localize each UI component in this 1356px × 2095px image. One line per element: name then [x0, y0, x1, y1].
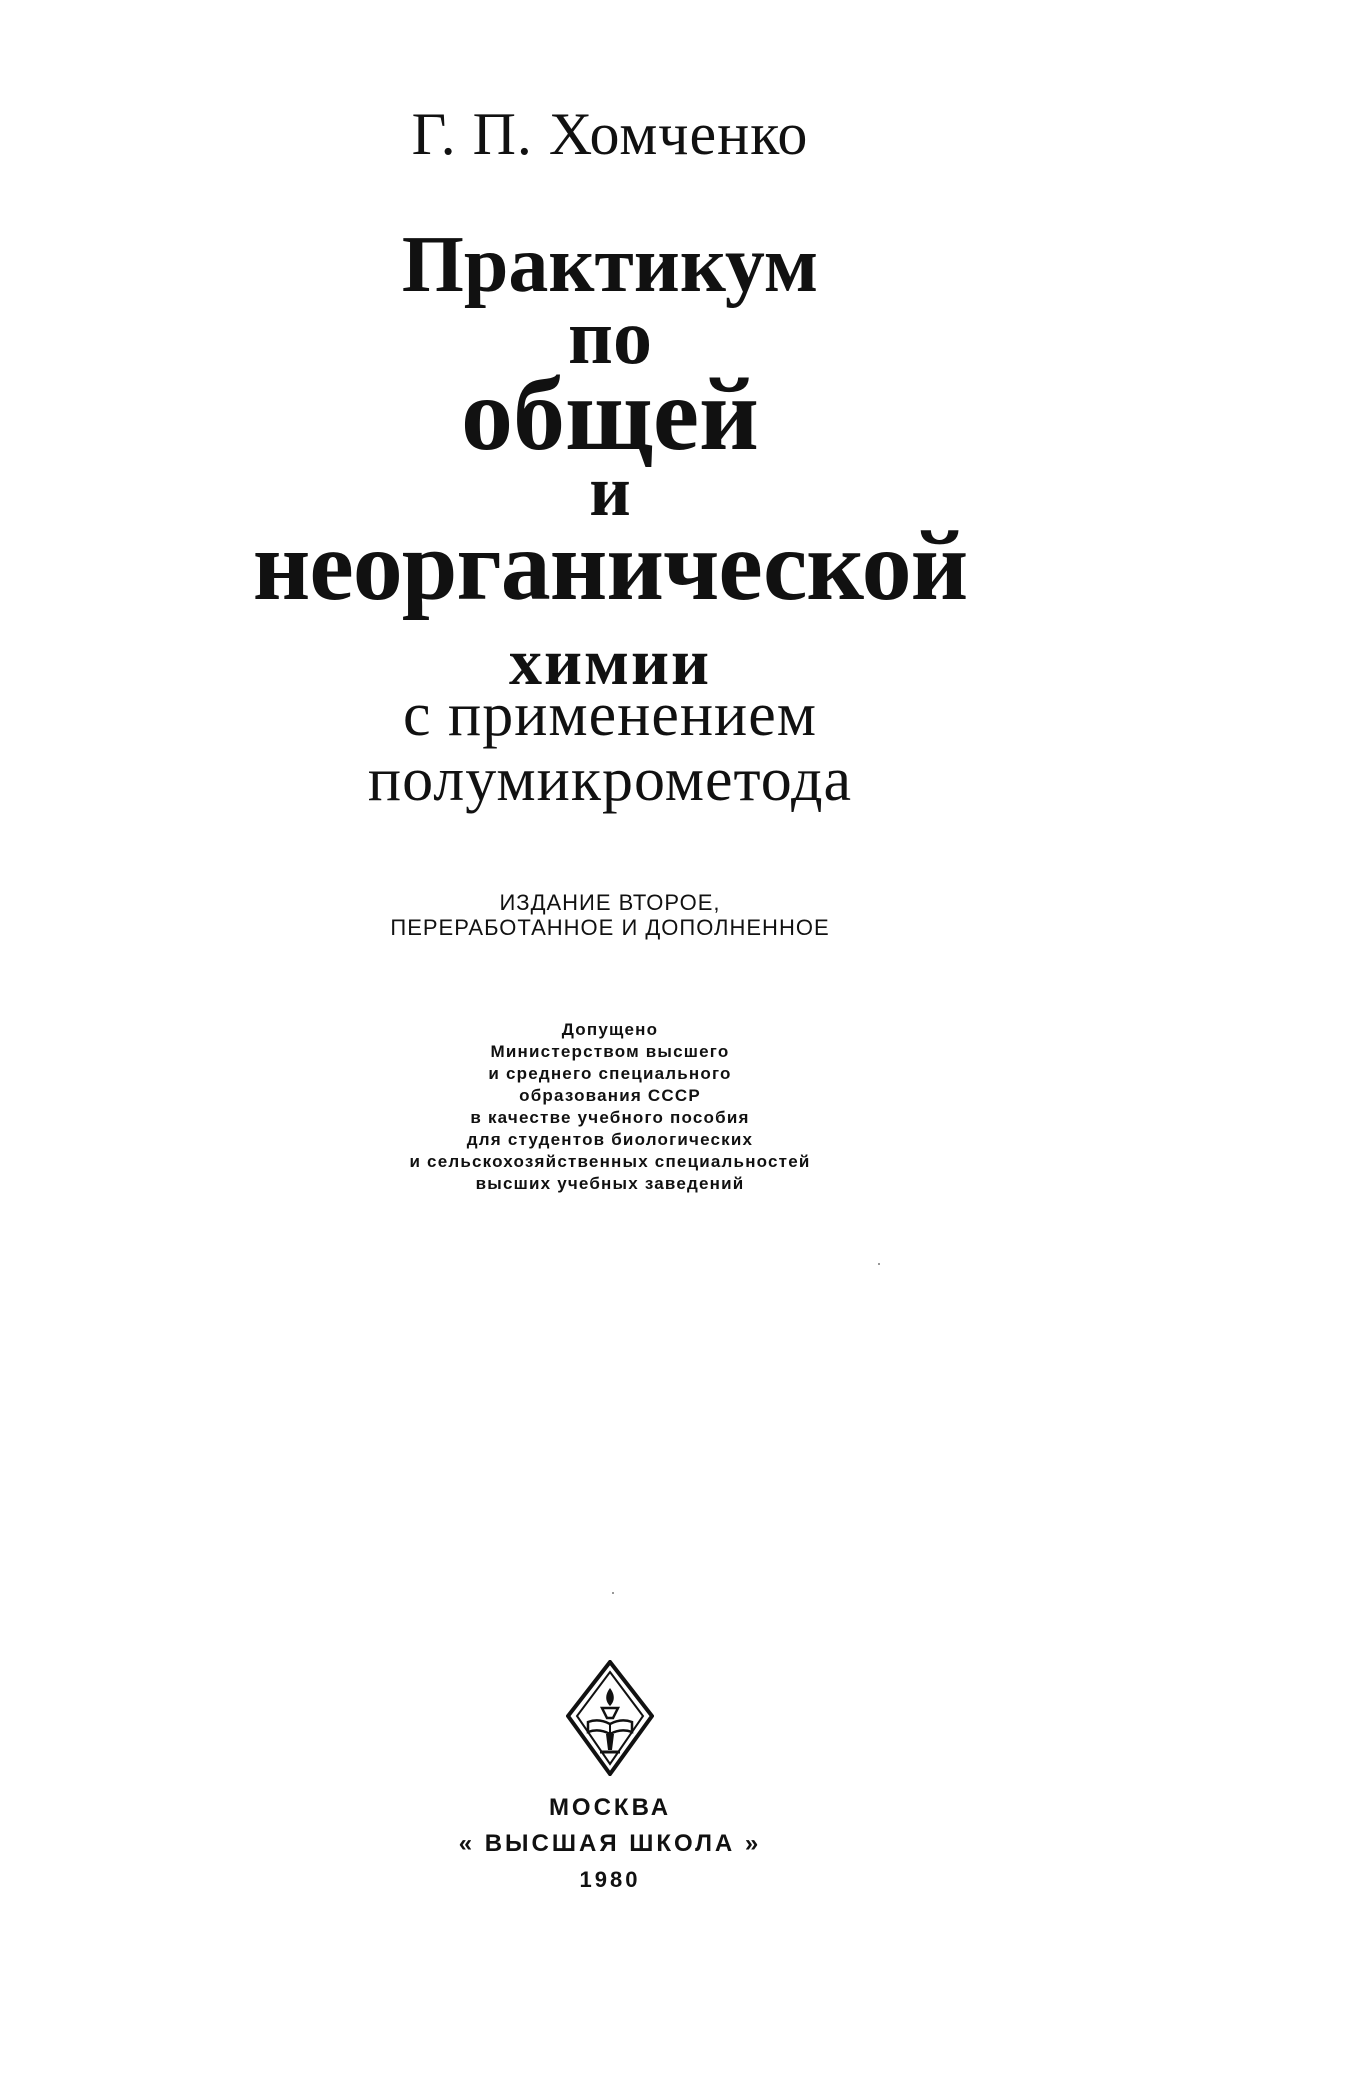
approval-line: Министерством высшего [490, 1042, 730, 1061]
scan-speck [612, 1592, 614, 1594]
title-line-2: по [568, 293, 652, 380]
approval-line: для студентов биологических [466, 1130, 754, 1149]
title-line-4: и [589, 451, 631, 531]
approval-line: в качестве учебного пособия [470, 1108, 750, 1127]
title-line-1: Практикум [401, 221, 819, 309]
edition-line-2: ПЕРЕРАБОТАННОЕ И ДОПОЛНЕННОЕ [390, 915, 830, 940]
approval-line: Допущено [561, 1020, 659, 1039]
subtitle-line-1: с применением [403, 681, 817, 749]
author-name: Г. П. Хомченко [411, 101, 809, 167]
imprint-city: МОСКВА [548, 1794, 672, 1821]
approval-line: высших учебных заведений [475, 1174, 745, 1193]
subtitle-line-2: полумикрометода [367, 746, 853, 814]
imprint-publisher: « ВЫСШАЯ ШКОЛА » [458, 1830, 762, 1857]
title-line-5: неорганической [252, 510, 968, 621]
publisher-emblem-icon [566, 1660, 654, 1776]
approval-line: и сельскохозяйственных специальностей [409, 1152, 811, 1171]
imprint-year: 1980 [579, 1867, 641, 1892]
title-line-3: общей [461, 357, 759, 472]
approval-line: образования СССР [519, 1086, 701, 1105]
edition-line-1: ИЗДАНИЕ ВТОРОЕ, [499, 890, 721, 915]
title-line-6: химии [508, 626, 712, 699]
approval-line: и среднего специального [488, 1064, 732, 1083]
scan-speck [878, 1263, 880, 1265]
